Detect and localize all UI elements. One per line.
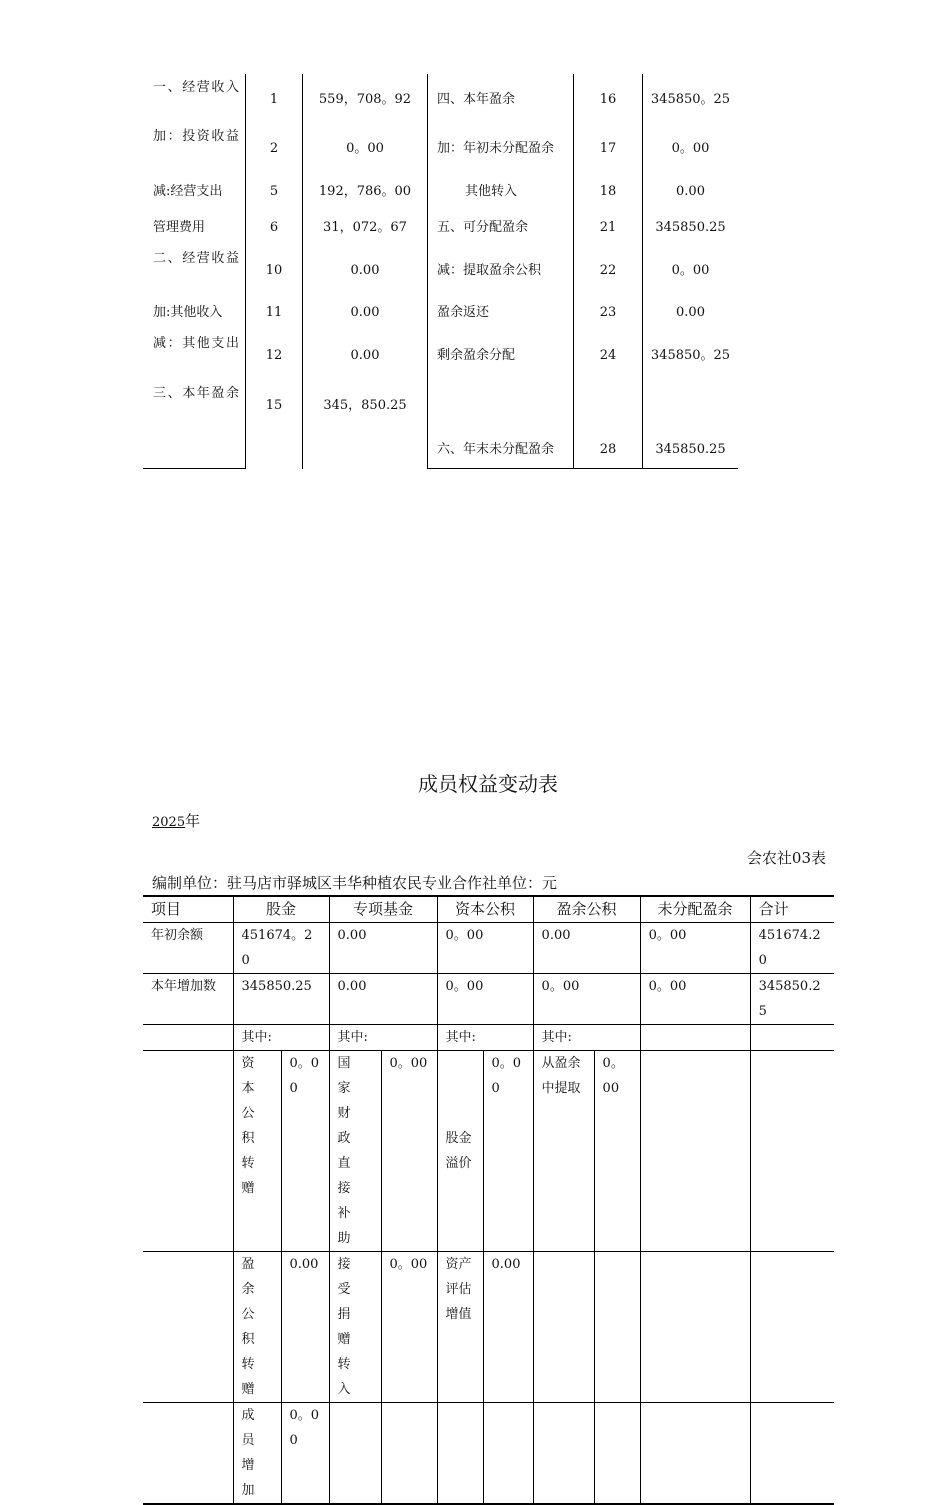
of-which-label: 其中: bbox=[233, 1025, 329, 1051]
empty-cell bbox=[329, 1403, 381, 1505]
empty-cell bbox=[640, 1025, 750, 1051]
detail-value: 0。00 bbox=[281, 1403, 329, 1505]
left-line-number: 11 bbox=[265, 305, 283, 320]
empty-cell bbox=[381, 1403, 437, 1505]
right-line-number: 22 bbox=[599, 263, 617, 278]
empty-cell bbox=[437, 1403, 483, 1505]
empty-cell bbox=[483, 1403, 533, 1505]
of-which-label: 其中: bbox=[329, 1025, 437, 1051]
right-amount: 0。00 bbox=[671, 141, 710, 156]
left-amount: 192，786。00 bbox=[318, 184, 412, 199]
left-amount: 0。00 bbox=[346, 141, 384, 156]
detail-label: 资产评估增值 bbox=[437, 1252, 483, 1403]
capital-reserve-value: 0。00 bbox=[437, 923, 533, 974]
empty-cell bbox=[750, 1051, 834, 1252]
detail-value: 0。00 bbox=[381, 1051, 437, 1252]
table-row bbox=[143, 974, 834, 1025]
row-label bbox=[143, 1403, 233, 1505]
empty-cell bbox=[640, 1403, 750, 1505]
left-amount: 559，708。92 bbox=[318, 92, 412, 107]
left-amount: 31，072。67 bbox=[323, 220, 407, 235]
equity-changes-table bbox=[143, 895, 834, 1505]
empty-cell bbox=[750, 1252, 834, 1403]
right-line-number: 17 bbox=[599, 141, 617, 156]
right-item-name: 五、可分配盈余 bbox=[437, 220, 529, 235]
right-item-name: 加：年初未分配盈余 bbox=[437, 141, 555, 156]
right-amount: 345850。25 bbox=[650, 348, 731, 363]
table-row bbox=[143, 923, 834, 974]
column-divider bbox=[427, 74, 428, 469]
detail-value: 0.00 bbox=[281, 1252, 329, 1403]
left-line-number: 12 bbox=[265, 348, 283, 363]
right-amount: 345850.25 bbox=[655, 442, 726, 457]
row-label bbox=[143, 1252, 233, 1403]
undistributed-value: 0。00 bbox=[640, 974, 750, 1025]
right-amount: 0.00 bbox=[676, 184, 705, 199]
header-surplus-reserve: 盈余公积 bbox=[533, 896, 640, 923]
table-row bbox=[143, 1252, 834, 1403]
detail-value: 0。00 bbox=[381, 1252, 437, 1403]
year-suffix: 年 bbox=[185, 812, 201, 830]
detail-value: 0。00 bbox=[483, 1051, 533, 1252]
form-code: 会农社03表 bbox=[746, 849, 826, 867]
header-row bbox=[143, 896, 834, 923]
right-item-name: 减：提取盈余公积 bbox=[437, 263, 542, 278]
detail-label: 接受捐赠转入 bbox=[329, 1252, 381, 1403]
detail-value: 0。00 bbox=[281, 1051, 329, 1252]
left-item-name: 加：投资收益 bbox=[153, 129, 239, 144]
header-item: 项目 bbox=[143, 896, 233, 923]
header-special-fund: 专项基金 bbox=[329, 896, 437, 923]
header-undistributed: 未分配盈余 bbox=[640, 896, 750, 923]
detail-value: 0.00 bbox=[483, 1252, 533, 1403]
of-which-label: 其中: bbox=[437, 1025, 533, 1051]
right-item-name: 剩余盈余分配 bbox=[437, 348, 516, 363]
empty-cell bbox=[750, 1403, 834, 1505]
empty-cell bbox=[640, 1051, 750, 1252]
right-line-number: 21 bbox=[599, 220, 617, 235]
total-value: 451674.20 bbox=[750, 923, 834, 974]
bottom-rule bbox=[143, 468, 245, 469]
empty-cell bbox=[594, 1403, 640, 1505]
header-share-capital: 股金 bbox=[233, 896, 329, 923]
left-item-name: 减:经营支出 bbox=[153, 184, 223, 199]
row-label bbox=[143, 1025, 233, 1051]
surplus-reserve-value: 0。00 bbox=[533, 974, 640, 1025]
of-which-label: 其中: bbox=[533, 1025, 640, 1051]
left-line-number: 10 bbox=[265, 263, 283, 278]
left-line-number: 1 bbox=[269, 92, 279, 107]
left-item-name: 加:其他收入 bbox=[153, 305, 223, 320]
right-item-name: 盈余返还 bbox=[437, 305, 490, 320]
bottom-rule bbox=[427, 468, 738, 469]
table-row bbox=[143, 1051, 834, 1252]
empty-cell bbox=[640, 1252, 750, 1403]
table-row bbox=[143, 1025, 834, 1051]
reporting-unit: 编制单位：驻马店市驿城区丰华种植农民专业合作社单位：元 bbox=[152, 874, 558, 892]
detail-label: 股金溢价 bbox=[437, 1051, 483, 1252]
surplus-reserve-value: 0.00 bbox=[533, 923, 640, 974]
left-line-number: 2 bbox=[269, 141, 279, 156]
row-label: 本年增加数 bbox=[143, 974, 233, 1025]
special-fund-value: 0.00 bbox=[329, 923, 437, 974]
detail-label: 成员增加 bbox=[233, 1403, 281, 1505]
detail-label: 从盈余中提取 bbox=[533, 1051, 594, 1252]
right-line-number: 18 bbox=[599, 184, 617, 199]
page-title: 成员权益变动表 bbox=[418, 772, 558, 796]
right-line-number: 28 bbox=[599, 442, 617, 457]
table-row bbox=[143, 1403, 834, 1505]
detail-label: 盈余公积转赠 bbox=[233, 1252, 281, 1403]
left-line-number: 6 bbox=[269, 220, 279, 235]
special-fund-value: 0.00 bbox=[329, 974, 437, 1025]
left-item-name: 二、经营收益 bbox=[153, 251, 239, 266]
empty-cell bbox=[533, 1403, 594, 1505]
right-amount: 345850。25 bbox=[650, 92, 731, 107]
left-item-name: 减：其他支出 bbox=[153, 336, 239, 351]
empty-cell bbox=[594, 1252, 640, 1403]
left-line-number: 5 bbox=[269, 184, 279, 199]
left-item-name: 一、经营收入 bbox=[153, 80, 239, 95]
left-item-name: 三、本年盈余 bbox=[153, 386, 239, 401]
capital-reserve-value: 0。00 bbox=[437, 974, 533, 1025]
detail-value: 0。00 bbox=[594, 1051, 640, 1252]
left-amount: 0.00 bbox=[350, 348, 380, 363]
empty-cell bbox=[750, 1025, 834, 1051]
income-statement-table bbox=[143, 74, 738, 469]
row-label: 年初余额 bbox=[143, 923, 233, 974]
left-item-name: 管理费用 bbox=[153, 220, 206, 235]
row-label bbox=[143, 1051, 233, 1252]
left-amount: 0.00 bbox=[350, 305, 380, 320]
left-amount: 0.00 bbox=[350, 263, 380, 278]
right-line-number: 24 bbox=[599, 348, 617, 363]
detail-label: 国家财政直接补助 bbox=[329, 1051, 381, 1252]
left-amount: 345，850.25 bbox=[323, 398, 407, 413]
right-line-number: 23 bbox=[599, 305, 617, 320]
right-item-name: 六、年末未分配盈余 bbox=[437, 442, 555, 457]
share-capital-value: 345850.25 bbox=[233, 974, 329, 1025]
right-item-name: 其他转入 bbox=[465, 184, 518, 199]
detail-label: 资本公积转赠 bbox=[233, 1051, 281, 1252]
year-value: 2025 bbox=[152, 815, 186, 830]
left-line-number: 15 bbox=[265, 398, 283, 413]
right-amount: 345850.25 bbox=[655, 220, 726, 235]
header-total: 合计 bbox=[750, 896, 834, 923]
right-line-number: 16 bbox=[599, 92, 617, 107]
right-amount: 0.00 bbox=[676, 305, 705, 320]
undistributed-value: 0。00 bbox=[640, 923, 750, 974]
report-year bbox=[152, 810, 200, 831]
share-capital-value: 451674。20 bbox=[233, 923, 329, 974]
right-item-name: 四、本年盈余 bbox=[437, 92, 516, 107]
empty-cell bbox=[533, 1252, 594, 1403]
right-amount: 0。00 bbox=[671, 263, 710, 278]
header-capital-reserve: 资本公积 bbox=[437, 896, 533, 923]
total-value: 345850.25 bbox=[750, 974, 834, 1025]
